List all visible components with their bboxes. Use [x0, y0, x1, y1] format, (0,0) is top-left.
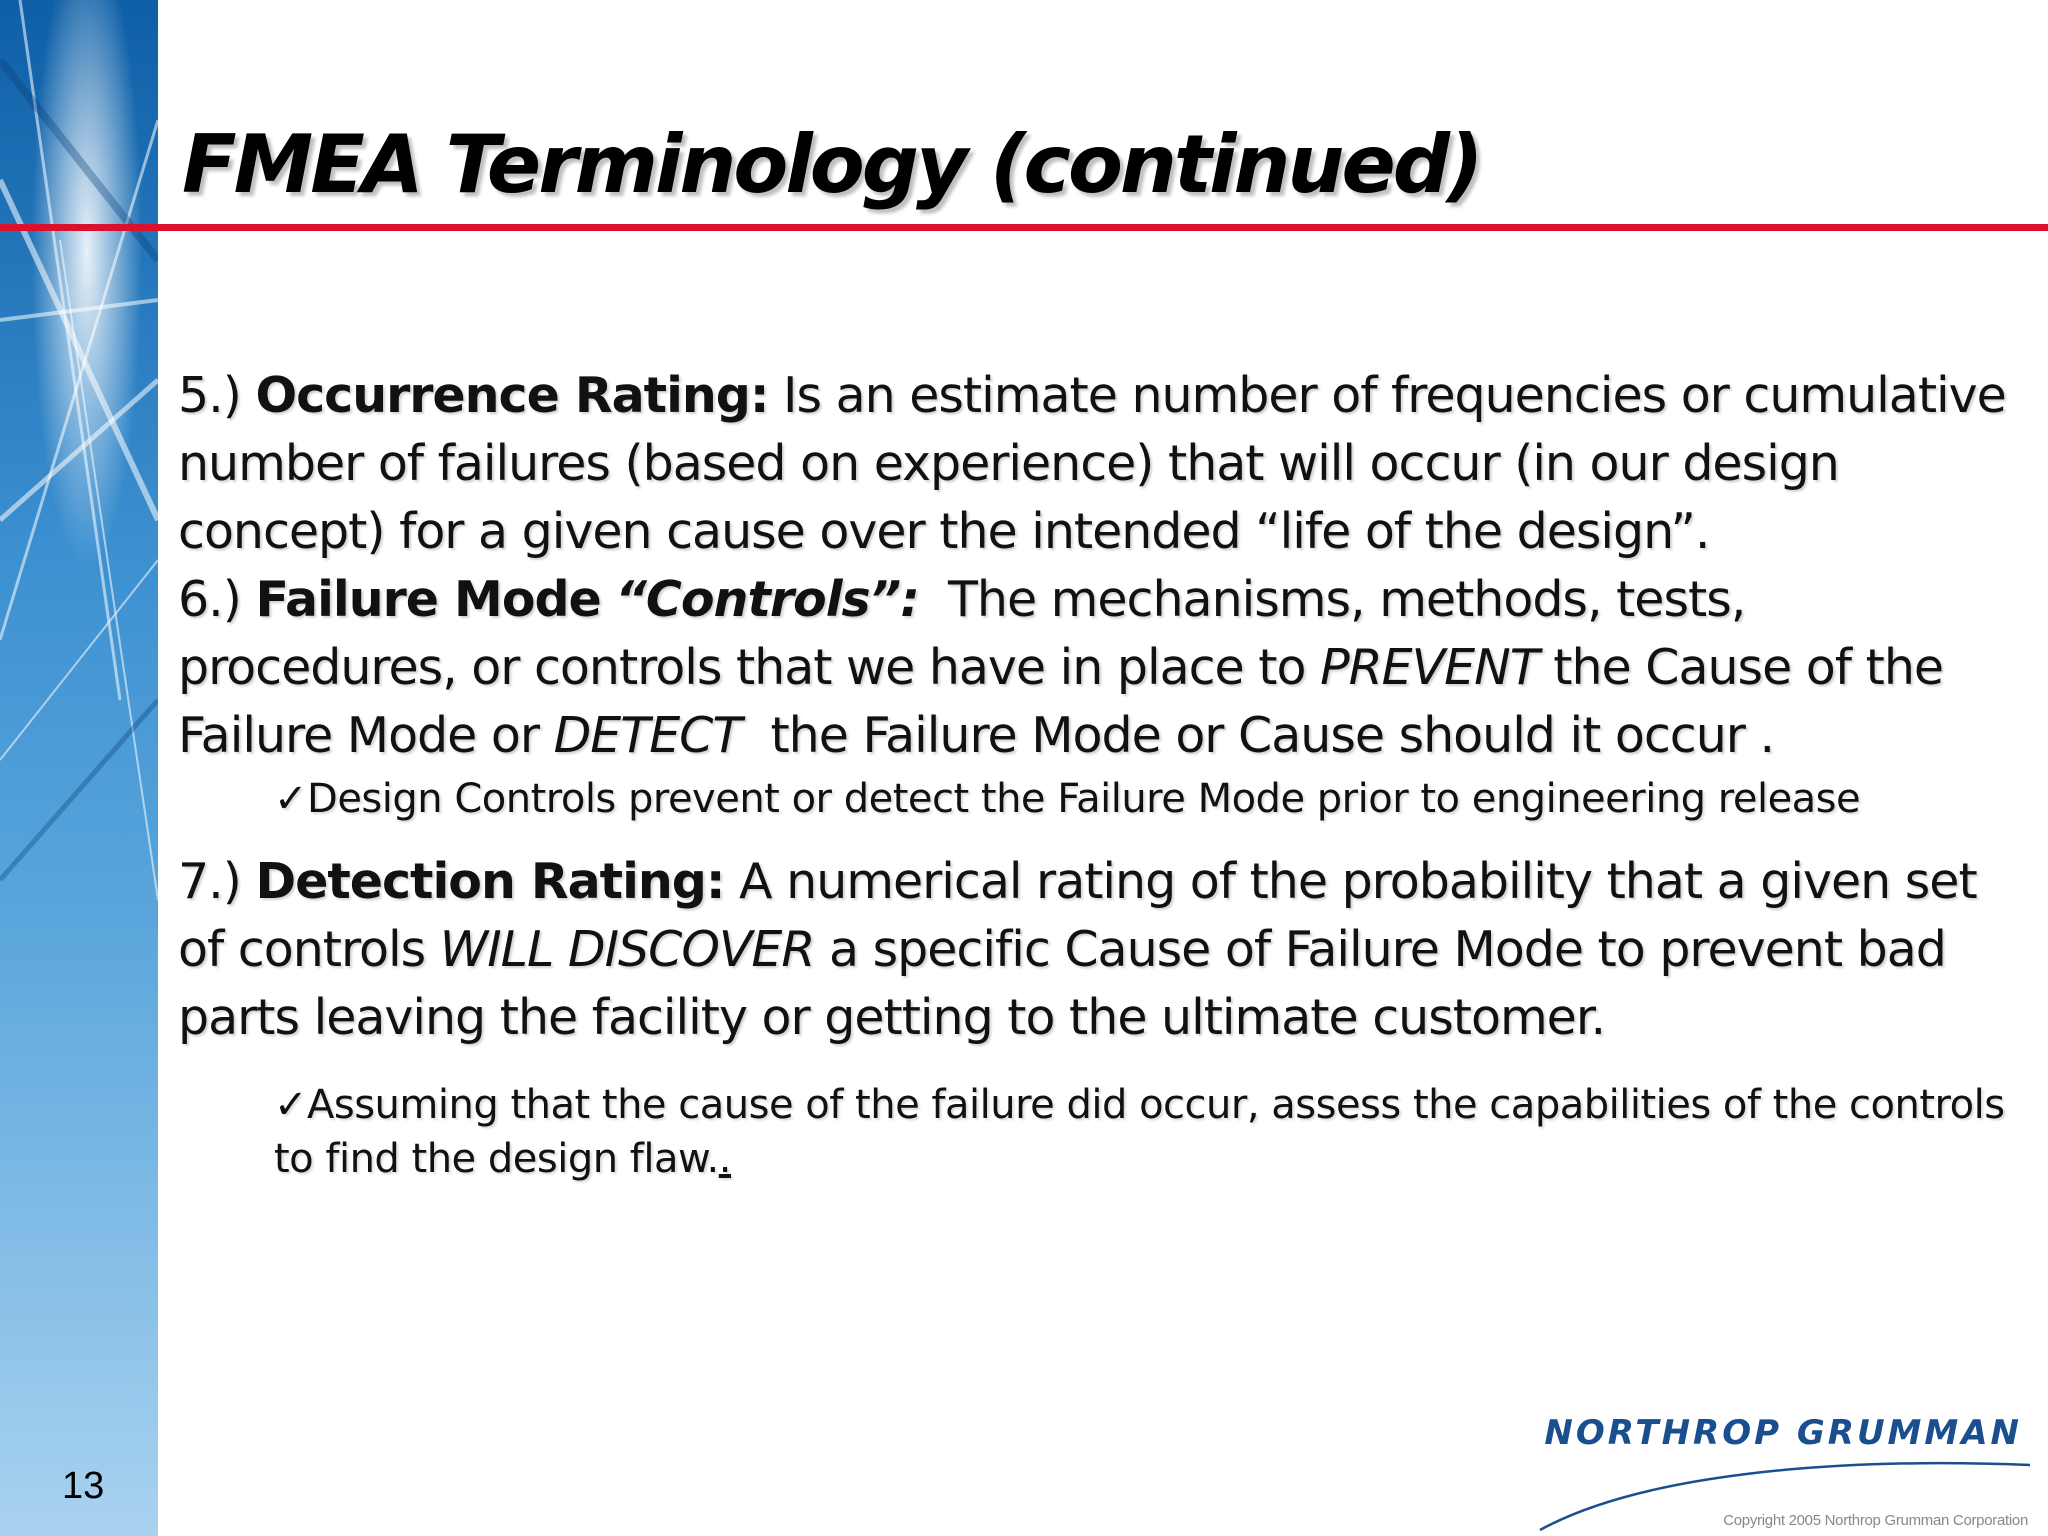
logo-wordmark: NORTHROP GRUMMAN	[1544, 1413, 2022, 1453]
term-text: A numerical rating of the probability that a given set of controls	[178, 853, 1977, 978]
term-text: a specific Cause of Failure Mode to prevent bad parts leaving the facility or getting to the ultimate customer.	[178, 921, 1946, 1046]
checkmark-icon: ✓	[274, 776, 308, 822]
term-text: the Failure Mode or Cause should it occur .	[770, 707, 1775, 764]
term-failure-mode-controls	[178, 566, 2028, 770]
term-occurrence-rating	[178, 362, 2028, 566]
sub-bullet-text: Design Controls prevent or detect the Failure Mode prior to engineering release	[307, 776, 1861, 822]
emphasis-prevent: PREVENT	[1320, 639, 1539, 696]
term-text: the Cause of the Failure Mode or	[178, 639, 1944, 764]
term-text: The mechanisms, methods, tests, procedures, or controls that we have in place to	[178, 571, 1746, 696]
northrop-grumman-logo	[1500, 1405, 2040, 1535]
title-divider	[0, 224, 2048, 231]
term-heading-italic: “Controls”:	[615, 571, 919, 628]
term-heading: Failure Mode	[255, 571, 601, 628]
term-number: 7.)	[178, 853, 241, 910]
sub-bullet-design-controls	[274, 772, 2028, 826]
term-detection-rating	[178, 848, 2028, 1052]
sub-bullet-text: Assuming that the cause of the failure did occur, assess the capabilities of the controls to find the design flaw.	[274, 1082, 2005, 1182]
underlined-period: .	[718, 1136, 731, 1182]
term-number: 5.)	[178, 367, 241, 424]
slide-body	[178, 362, 2028, 1186]
page-number: 13	[62, 1465, 105, 1507]
term-heading: Occurrence Rating:	[255, 367, 769, 424]
slide-title: FMEA Terminology (continued)	[182, 118, 1481, 211]
emphasis-will-discover: WILL DISCOVER	[439, 921, 815, 978]
term-heading: Detection Rating:	[255, 853, 725, 910]
copyright-notice: Copyright 2005 Northrop Grumman Corporation	[1723, 1512, 2028, 1529]
term-number: 6.)	[178, 571, 241, 628]
sub-bullet-assuming	[274, 1078, 2028, 1186]
checkmark-icon: ✓	[274, 1082, 308, 1128]
term-text: Is an estimate number of frequencies or cumulative number of failures (based on experience) that will occur (in our design concept) for a given cause over the intended “life of the design”.	[178, 367, 2006, 560]
emphasis-detect: DETECT	[553, 707, 742, 764]
